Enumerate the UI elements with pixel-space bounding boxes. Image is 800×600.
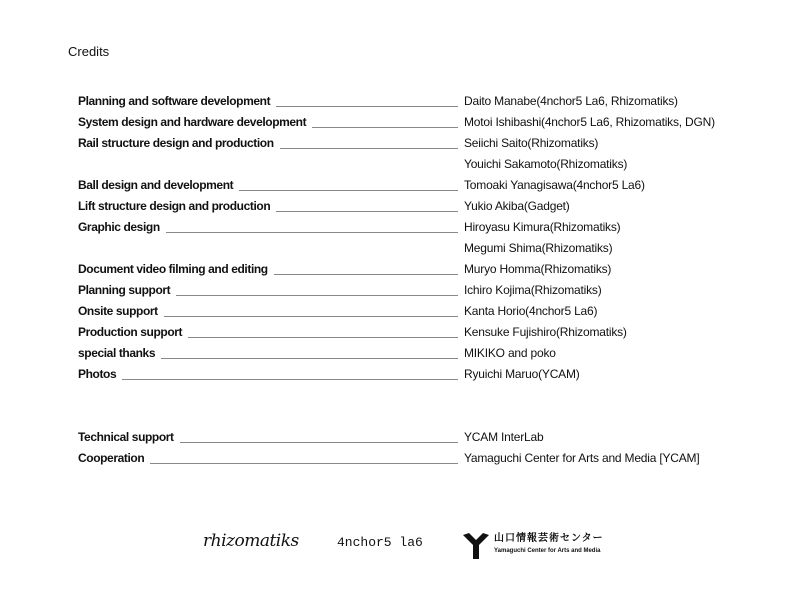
role-label: Document video filming and editing — [78, 262, 268, 276]
role-label: Graphic design — [78, 220, 160, 234]
credits-list — [78, 88, 793, 466]
leader-line — [161, 358, 458, 359]
credit-name: Hiroyasu Kimura(Rhizomatiks) — [464, 220, 621, 234]
rhizomatiks-logo: rhizomatiks — [203, 531, 299, 551]
credit-row — [78, 193, 793, 214]
credit-row — [78, 340, 793, 361]
ycam-jp-name: 山口情報芸術センター — [494, 533, 604, 544]
credit-row — [78, 172, 793, 193]
credit-name: Motoi Ishibashi(4nchor5 La6, Rhizomatiks, DGN) — [464, 115, 715, 129]
credit-role — [78, 241, 458, 256]
role-label: Onsite support — [78, 304, 158, 318]
leader-line — [166, 232, 458, 233]
role-label: Ball design and development — [78, 178, 234, 192]
credit-row — [78, 151, 793, 172]
credit-name: MIKIKO and poko — [464, 346, 556, 360]
credit-name: Yukio Akiba(Gadget) — [464, 199, 570, 213]
credit-role — [78, 367, 458, 382]
credit-role — [78, 199, 458, 214]
ycam-logo — [461, 531, 631, 563]
credit-name: Muryo Homma(Rhizomatiks) — [464, 262, 612, 276]
credit-row — [78, 235, 793, 256]
credit-name: Tomoaki Yanagisawa(4nchor5 La6) — [464, 178, 645, 192]
group-spacer — [78, 382, 793, 424]
credit-row — [78, 130, 793, 151]
leader-line — [188, 337, 458, 338]
leader-line — [312, 127, 458, 128]
credit-row — [78, 319, 793, 340]
role-label: Planning and software development — [78, 94, 271, 108]
credit-role — [78, 304, 458, 319]
credit-row — [78, 109, 793, 130]
credit-row — [78, 277, 793, 298]
credits-group — [78, 88, 793, 382]
credit-name: Seiichi Saito(Rhizomatiks) — [464, 136, 599, 150]
role-label: Technical support — [78, 430, 174, 444]
credit-name: Ichiro Kojima(Rhizomatiks) — [464, 283, 602, 297]
role-label: Photos — [78, 367, 117, 381]
leader-line — [239, 190, 458, 191]
credit-role — [78, 178, 458, 193]
credit-row — [78, 424, 793, 445]
leader-line — [274, 274, 458, 275]
role-label: Production support — [78, 325, 183, 339]
credit-role — [78, 115, 458, 130]
credit-name: Ryuichi Maruo(YCAM) — [464, 367, 580, 381]
role-label: special thanks — [78, 346, 156, 360]
credit-row — [78, 298, 793, 319]
leader-line — [180, 442, 458, 443]
role-label: Lift structure design and production — [78, 199, 271, 213]
credit-name: YCAM InterLab — [464, 430, 544, 444]
credit-name: Kensuke Fujishiro(Rhizomatiks) — [464, 325, 627, 339]
credit-role — [78, 325, 458, 340]
credit-name: Youichi Sakamoto(Rhizomatiks) — [464, 157, 628, 171]
credit-row — [78, 88, 793, 109]
leader-line — [122, 379, 458, 380]
credit-role — [78, 346, 458, 361]
support-group — [78, 424, 793, 466]
credit-role — [78, 283, 458, 298]
anchor-logo: 4nchor5 la6 — [337, 535, 423, 550]
leader-line — [176, 295, 458, 296]
page-title: Credits — [68, 44, 110, 59]
role-label: System design and hardware development — [78, 115, 307, 129]
credit-role — [78, 136, 458, 151]
credit-row — [78, 445, 793, 466]
role-label: Planning support — [78, 283, 171, 297]
credit-role — [78, 451, 458, 466]
credit-name: Kanta Horio(4nchor5 La6) — [464, 304, 598, 318]
credit-row — [78, 256, 793, 277]
logo-bar — [0, 528, 800, 568]
role-label: Cooperation — [78, 451, 145, 465]
leader-line — [150, 463, 458, 464]
credit-role — [78, 262, 458, 277]
credit-name: Yamaguchi Center for Arts and Media [YCAM] — [464, 451, 700, 465]
credit-row — [78, 214, 793, 235]
leader-line — [280, 148, 458, 149]
leader-line — [276, 106, 458, 107]
leader-line — [276, 211, 458, 212]
credit-name: Megumi Shima(Rhizomatiks) — [464, 241, 613, 255]
ycam-y-icon — [461, 531, 491, 561]
credit-role — [78, 220, 458, 235]
credit-name: Daito Manabe(4nchor5 La6, Rhizomatiks) — [464, 94, 678, 108]
credit-role — [78, 94, 458, 109]
credit-role — [78, 430, 458, 445]
leader-line — [164, 316, 458, 317]
role-label: Rail structure design and production — [78, 136, 274, 150]
credit-role — [78, 157, 458, 172]
ycam-en-name: Yamaguchi Center for Arts and Media — [494, 548, 601, 554]
credit-row — [78, 361, 793, 382]
